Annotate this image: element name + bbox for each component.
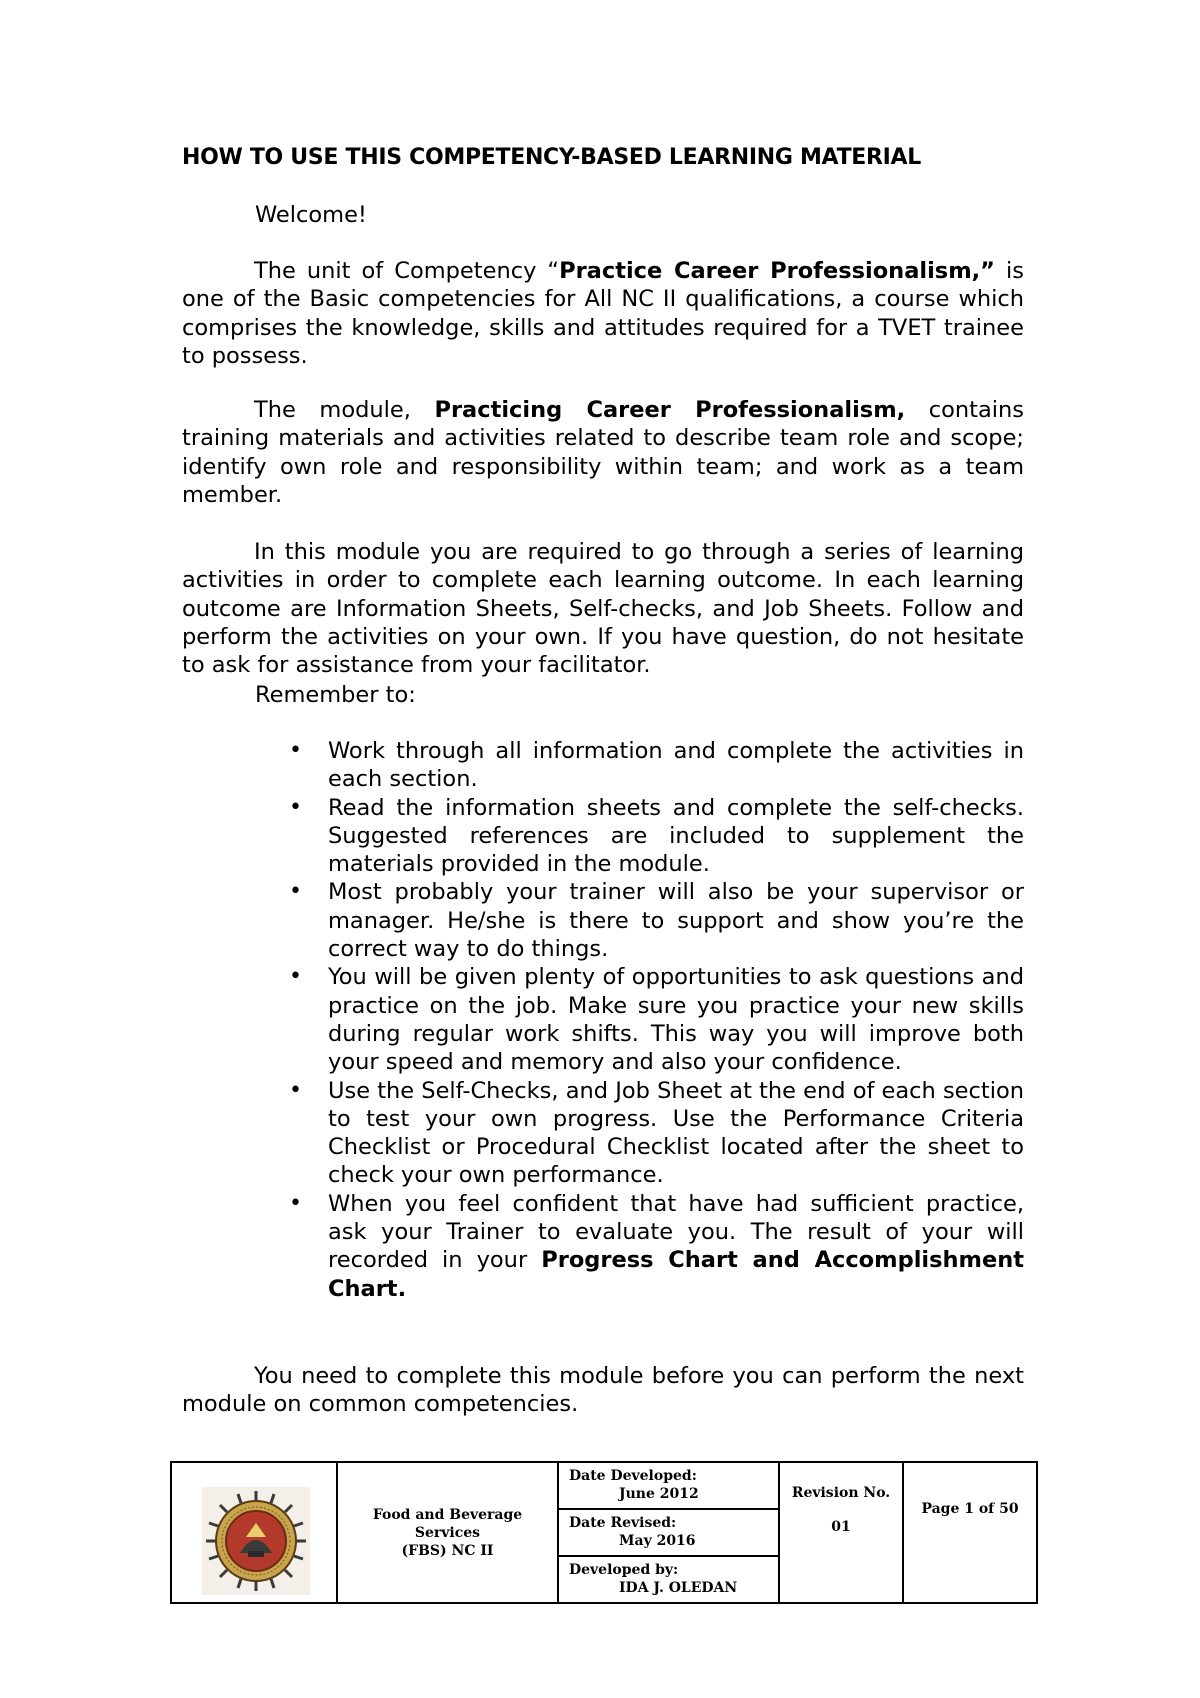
list-item: • Use the Self-Checks, and Job Sheet at the end of each section to test your own progress. Use the Performance Criteria Checklist or Procedural Checklist located after the sheet to check your own performance. — [182, 1077, 1024, 1190]
intro-lead: The unit of Competency “ — [254, 258, 560, 284]
module-rest: contains training materials and activities related to describe team role and scope; identify own role and responsibility within team; and work as a team member. — [182, 397, 1024, 508]
date-revised-label: Date Revised: — [569, 1515, 677, 1531]
module-paragraph — [182, 396, 1024, 509]
instructions-paragraph: In this module you are required to go through a series of learning activities in order to complete each learning outcome. In each learning outcome are Information Sheets, Self-checks, and Job Sheets. Follow and perform the activities on your own. If you have question, do not hesitate to ask for assistance from your facilitator. — [182, 539, 1024, 679]
intro-paragraph — [182, 257, 1024, 370]
list-item: • Work through all information and complete the activities in each section. — [182, 737, 1024, 794]
module-lead: The module, — [254, 397, 435, 423]
revision-number: 01 — [831, 1519, 851, 1535]
developed-by-label: Developed by: — [569, 1562, 679, 1578]
qualification-line2: (FBS) NC II — [401, 1542, 494, 1559]
intro-rest: is one of the Basic competencies for All NC II qualifications, a course which comprises the knowledge, skills and attitudes required for a TVET trainee to possess. — [182, 258, 1024, 369]
closing-paragraph: You need to complete this module before you can perform the next module on common competencies. — [182, 1363, 1024, 1418]
welcome-text: Welcome! — [255, 202, 367, 228]
footer-table — [170, 1461, 1038, 1604]
reminder-list — [182, 737, 1024, 1303]
developed-by-row — [559, 1557, 778, 1602]
date-revised-value: May 2016 — [619, 1533, 696, 1549]
qualification-line1: Food and Beverage Services — [372, 1506, 523, 1541]
page-number-cell — [904, 1463, 1036, 1602]
progress-chart-text: Progress Chart and Accomplishment Chart. — [328, 1247, 1025, 1302]
intro-unit-name: Practice Career Professionalism,” — [559, 258, 995, 284]
school-seal-icon — [202, 1487, 310, 1595]
remember-label: Remember to: — [255, 682, 416, 708]
footer-logo-cell — [172, 1463, 338, 1602]
list-item: • Read the information sheets and complete the self-checks. Suggested references are included to supplement the materials provided in the module. — [182, 794, 1024, 879]
date-developed-row — [559, 1463, 778, 1510]
date-developed-value: June 2012 — [619, 1486, 699, 1502]
list-item — [182, 1190, 1024, 1303]
list-item: • You will be given plenty of opportunities to ask questions and practice on the job. Make sure you practice your new skills during regular work shifts. This way you will improve both your speed and memory and also your confidence. — [182, 963, 1024, 1076]
date-revised-row — [559, 1510, 778, 1557]
revision-cell — [780, 1463, 904, 1602]
module-name: Practicing Career Professionalism, — [434, 397, 906, 423]
list-item: • Most probably your trainer will also be your supervisor or manager. He/she is there to support and show you’re the correct way to do things. — [182, 878, 1024, 963]
dates-cell — [559, 1463, 780, 1602]
qualification-cell — [338, 1463, 559, 1602]
revision-label: Revision No. — [791, 1485, 891, 1501]
page-title: HOW TO USE THIS COMPETENCY-BASED LEARNING MATERIAL — [182, 145, 921, 170]
developed-by-value: IDA J. OLEDAN — [619, 1580, 738, 1596]
list-item-lead: When you feel confident that have had sufficient practice, ask your Trainer to evaluate you. The result of your will recorded in your — [328, 1190, 1024, 1274]
date-developed-label: Date Developed: — [569, 1468, 697, 1484]
page-number: Page 1 of 50 — [921, 1501, 1019, 1517]
